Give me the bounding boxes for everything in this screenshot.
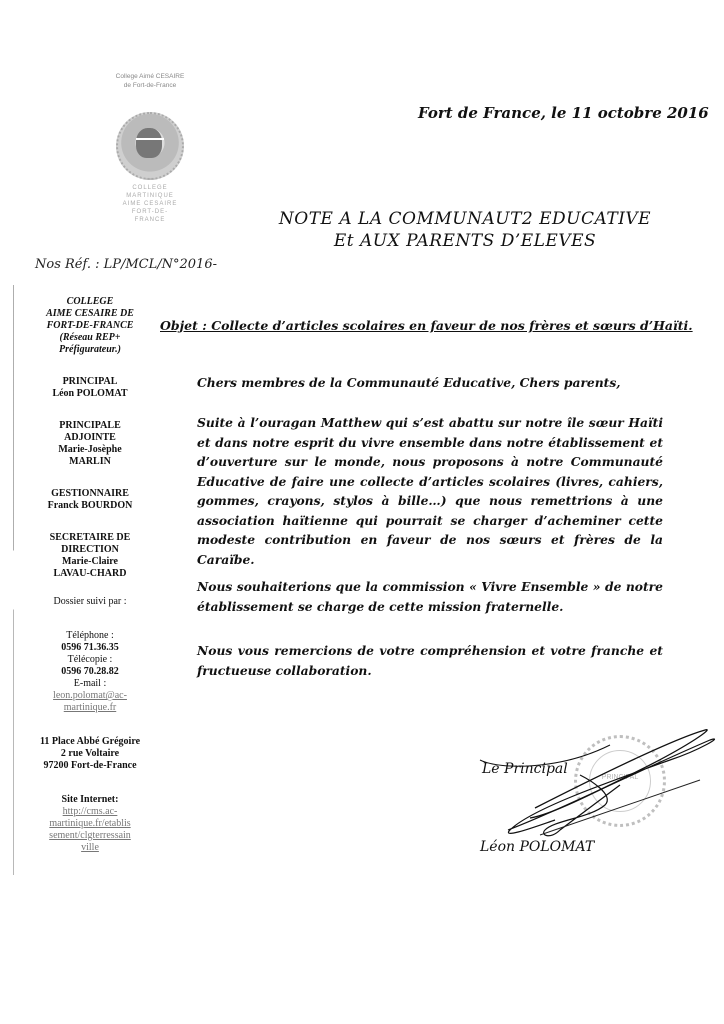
- logo-caption-line: de Fort-de-France: [123, 82, 177, 89]
- body-paragraph: Nous souhaiterions que la commission « Vivre Ensemble » de notre établissement se charge de cette mission fraternelle.: [197, 579, 663, 614]
- logo-subtext-line: COLLEGE: [132, 185, 168, 191]
- role-label: DIRECTION: [61, 544, 119, 555]
- body-paragraph: Nous vous remercions de votre compréhension et votre franche et fructueuse collaboration.: [197, 643, 663, 678]
- website-link[interactable]: http://cms.ac-: [62, 806, 118, 817]
- role-label: GESTIONNAIRE: [51, 488, 129, 499]
- contact-block: [20, 630, 160, 714]
- sidebar-divider: [13, 285, 14, 875]
- logo-subtext-line: MARTINIQUE: [126, 193, 174, 199]
- logo-subtext: [95, 184, 205, 224]
- role-label: SECRETAIRE DE: [49, 532, 131, 543]
- person-name: Marie-Josèphe: [58, 444, 122, 455]
- manager-block: [20, 488, 160, 512]
- signature-stroke: [530, 730, 707, 818]
- school-name: [20, 296, 160, 356]
- secretary-block: [20, 532, 160, 580]
- portrait-medallion-icon: [116, 112, 184, 180]
- email-link[interactable]: leon.polomat@ac-: [53, 690, 127, 701]
- signature-stroke: [540, 780, 700, 835]
- address-block: [20, 736, 160, 772]
- stamp-label: PRINCIPAL: [601, 774, 639, 781]
- person-name: Marie-Claire: [62, 556, 118, 567]
- signatory-title: Le Principal: [482, 761, 568, 777]
- website-label: Site Internet:: [61, 794, 119, 805]
- person-name: LAVAU-CHARD: [53, 568, 127, 579]
- email-link[interactable]: martinique.fr: [63, 702, 117, 713]
- followed-by: Dossier suivi par :: [53, 596, 127, 607]
- website-link[interactable]: martinique.fr/etablis: [49, 818, 131, 829]
- phone-label: Téléphone :: [66, 630, 114, 641]
- phone-number: 0596 71.36.35: [61, 642, 119, 653]
- deputy-block: [20, 420, 160, 468]
- person-name: MARLIN: [69, 456, 111, 467]
- address-line: 2 rue Voltaire: [60, 748, 120, 759]
- principal-block: [20, 376, 160, 400]
- logo-caption: [95, 72, 205, 90]
- address-line: 11 Place Abbé Grégoire: [39, 736, 141, 747]
- address-line: 97200 Fort-de-France: [43, 760, 137, 771]
- person-name: Franck BOURDON: [47, 500, 133, 511]
- logo-subtext-line: FRANCE: [134, 217, 166, 223]
- email-label: E-mail :: [73, 678, 107, 689]
- body-paragraph: Suite à l’ouragan Matthew qui s’est abattu sur notre île sœur Haïti et dans notre esprit du vivre ensemble dans notre établissement et d’ouverture sur le monde, nous proposons à notre Communauté Educative de faire une collecte d’articles scolaires (livres, cahiers, gommes, crayons, stylos à bille…) que nous remettrions à une association haïtienne qui pourrait se charger d’acheminer cette modeste contribution en faveur de nos sœurs et frères de la Caraïbe.: [197, 415, 663, 567]
- signatory-name: Léon POLOMAT: [480, 839, 595, 855]
- reference-number: Nos Réf. : LP/MCL/N°2016-: [35, 257, 217, 272]
- title-line-1: NOTE A LA COMMUNAUT2 EDUCATIVE: [278, 209, 652, 229]
- role-label: PRINCIPALE: [59, 420, 121, 431]
- role-label: PRINCIPAL: [62, 376, 118, 387]
- school-line: FORT-DE-FRANCE: [46, 320, 134, 331]
- school-line: COLLEGE: [66, 296, 114, 307]
- website-link[interactable]: ville: [81, 842, 99, 853]
- fax-number: 0596 70.28.82: [61, 666, 119, 677]
- date-line: Fort de France, le 11 octobre 2016: [418, 104, 709, 122]
- school-logo: [95, 72, 205, 224]
- fax-label: Télécopie :: [67, 654, 113, 665]
- sidebar-contact-column: [20, 296, 160, 867]
- signature-stroke: [480, 745, 610, 766]
- logo-subtext-line: AIME CESAIRE: [122, 201, 178, 207]
- title-line-2: Et AUX PARENTS D’ELEVES: [333, 231, 597, 251]
- website-link[interactable]: sement/clgterressain: [49, 830, 131, 841]
- school-line: (Réseau REP+: [59, 332, 121, 343]
- school-line: Préfigurateur.): [59, 344, 121, 355]
- subject-line: Objet : Collecte d’articles scolaires en faveur de nos frères et sœurs d’Haïti.: [160, 318, 693, 333]
- logo-subtext-line: FORT-DE-: [131, 209, 169, 215]
- portrait-glasses: [136, 138, 164, 145]
- person-name: Léon POLOMAT: [52, 388, 128, 399]
- document-title: [250, 208, 680, 252]
- website-block: [20, 794, 160, 854]
- role-label: ADJOINTE: [64, 432, 116, 443]
- logo-caption-line: College Aimé CESAIRE: [115, 73, 185, 80]
- school-line: AIME CESAIRE DE: [46, 308, 134, 319]
- greeting: Chers membres de la Communauté Educative, Chers parents,: [197, 375, 621, 390]
